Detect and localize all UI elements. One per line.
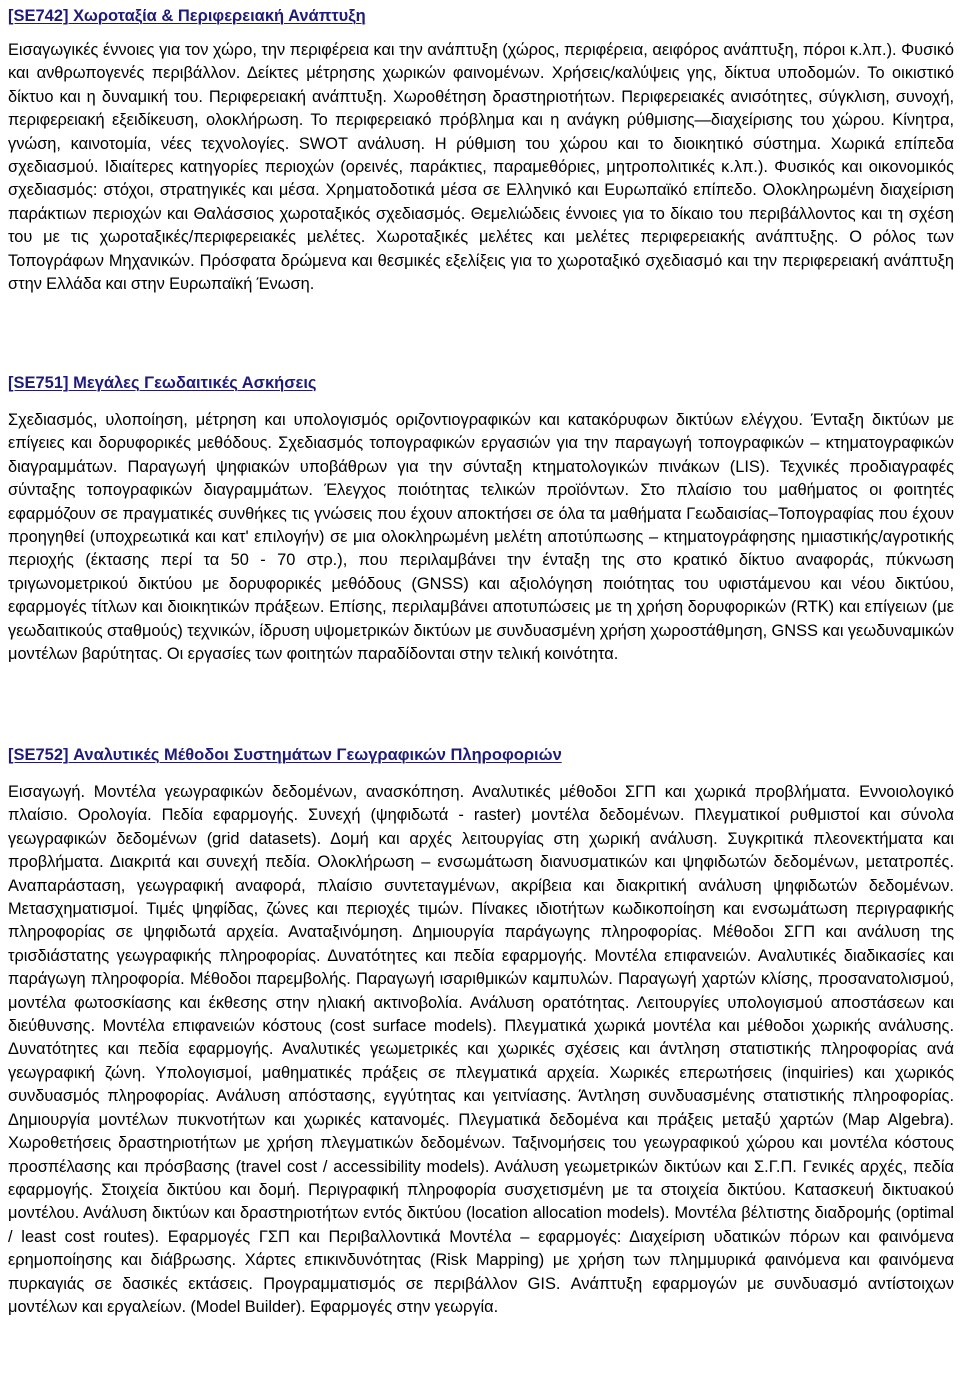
course-description: Σχεδιασμός, υλοποίηση, μέτρηση και υπολογισμός οριζοντιογραφικών και κατακόρυφων δικτύων ελέγχου. Ένταξη δικτύων με επίγειες και δορυφορικές μεθόδους. Σχεδιασμός τοπογραφικών εργασιών για την παραγωγή τοπογραφικών – κτηματογραφικών διαγραμμάτων. Παραγωγή ψηφιακών υποβάθρων για την σύνταξη κτηματολογικών πινάκων (LIS). Τεχνικές προδιαγραφές σύνταξης τοπογραφικών διαγραμμάτων. Έλεγχος ποιότητας τελικών προϊόντων. Στο πλαίσιο του μαθήματος οι φοιτητές εφαρμόζουν σε πραγματικές συνθήκες τις γνώσεις που έχουν αποκτήσει σε όλα τα μαθήματα Γεωδαισίας–Τοπογραφίας που έχουν προηγηθεί (υποχρεωτικά και κατ' επιλογήν) σε μια ολοκληρωμένη μελέτη αποτύπωσης – κτηματογράφησης ημιαστικής/αγροτικής περιοχής (έκτασης περί τα 50 - 70 στρ.), που περιλαμβάνει την ένταξη της στο κρατικό δίκτυο αναφοράς, πύκνωση τριγωνομετρικού δικτύου με δορυφορικές μεθόδους (GNSS) και αξιολόγηση ποιότητας του υφιστάμενου και νέου δικτύου, εφαρμογές τίτλων και διοικητικών πράξεων. Επίσης, περιλαμβάνει αποτυπώσεις με τη χρήση δορυφορικών (RTK) και επίγειων (με γεωδαιτικούς σταθμούς) τεχνικών, ίδρυση υψομετρικών δικτύων με συνδυασμένη χρήση χωροστάθμηση, GNSS και γεωδυναμικών μοντέλων βαρύτητας. Οι εργασίες των φοιτητών παραδίδονται στην τελική κοινότητα. — [8, 411, 954, 664]
course-description: Εισαγωγή. Μοντέλα γεωγραφικών δεδομένων, ανασκόπηση. Αναλυτικές μέθοδοι ΣΓΠ και χωρικά προβλήματα. Εννοιολογικό πλαίσιο. Ορολογία. Πεδία εφαρμογής. Συνεχή (ψηφιδωτά - raster) μοντέλα δεδομένων. Πλεγματικοί ρυθμιστοί και σύνολα γεωγραφικών δεδομένων (grid datasets). Δομή και αρχές λειτουργίας στη χωρική ανάλυση. Συγκριτικά πλεονεκτήματα και προβλήματα. Διακριτά και συνεχή πεδία. Ολοκλήρωση – ενσωμάτωση διανυσματικών και ψηφιδωτών δεδομένων, μετατροπές. Αναπαράσταση, γεωγραφική αναφορά, πλαίσιο συντεταγμένων, ακρίβεια και διακριτική ανάλυση ψηφιδωτών δεδομένων. Μετασχηματισμοί. Τιμές ψηφίδας, ζώνες και περιοχές τιμών. Πίνακες ιδιοτήτων κωδικοποίηση και ενσωμάτωση περιγραφικής πληροφορίας σε ψηφιδωτά αρχεία. Αναταξινόμηση. Δημιουργία παράγωγης πληροφορίας. Μέθοδοι ΣΓΠ και ανάλυση της τρισδιάστατης γεωγραφικής πληροφορίας. Δυνατότητες και πεδία εφαρμογής. Μοντέλα επιφανειών. Αναλυτικές διαδικασίες και παράγωγη πληροφορία. Μέθοδοι παρεμβολής. Παραγωγή ισαριθμικών καμπυλών. Παραγωγή χαρτών κλίσης, προσανατολισμού, μοντέλα φωτοσκίασης και έκθεσης στην ηλιακή ακτινοβολία. Ανάλυση ορατότητας. Λειτουργίες υπολογισμού αποστάσεων και διεύθυνσης. Μοντέλα επιφανειών κόστους (cost surface models). Πλεγματικά χωρικά μοντέλα και μέθοδοι χωρικής ανάλυσης. Δυνατότητες και πεδία εφαρμογής. Αναλυτικές γεωμετρικές και χωρικές σχέσεις και άντληση στατιστικής πληροφορίας ανά γεωγραφική ζώνη. Υπολογισμοί, μαθηματικές πράξεις σε πλεγματικά αρχεία. Χωρικές επερωτήσεις (inquiries) και χωρικός συνδυασμός πληροφορίας. Ανάλυση απόστασης, εγγύτητας και γειτνίασης. Άντληση συνδυασμένης στατιστικής πληροφορίας. Δημιουργία μοντέλων πυκνοτήτων και χωρικές κατανομές. Πλεγματικά δεδομένα και πράξεις μεταξύ χαρτών (Map Algebra). Χωροθετήσεις δραστηριοτήτων με χρήση πλεγματικών δεδομένων. Ταξινομήσεις του γεωγραφικού χώρου και μοντέλα κόστους προσπέλασης και πρόσβασης (travel cost / accessibility models). Ανάλυση γεωμετρικών δικτύων και Σ.Γ.Π. Γενικές αρχές, πεδία εφαρμογής. Στοιχεία δικτύου και δομή. Περιγραφική πληροφορία συσχετισμένη με τα στοιχεία δικτύου. Κατασκευή δικτυακού μοντέλου. Ανάλυση δικτύων και δραστηριοτήτων εντός δικτύου (location allocation models). Μοντέλα βέλτιστης διαδρομής (optimal / least cost routes). Εφαρμογές ΓΣΠ και Περιβαλλοντικά Μοντέλα – εφαρμογές: Διαχείριση υδατικών πόρων και φαινόμενα ερημοποίησης και διάβρωσης. Χάρτες επικινδυνότητας (Risk Mapping) με χρήση των πλημμυρικά φαινόμενα και φαινόμενα πυρκαγιάς σε δασικές εκτάσεις. Προγραμματισμός σε περιβάλλον GIS. Ανάπτυξη εφαρμογών με συνδυασμό αντίστοιχων μοντέλων και εργαλείων. (Model Builder). Εφαρμογές στην γεωργία. — [8, 783, 954, 1316]
course-section-se751 — [8, 371, 954, 666]
course-section-se752 — [8, 743, 954, 1319]
course-heading: [SE751] Μεγάλες Γεωδαιτικές Ασκήσεις — [8, 374, 317, 392]
course-section-se742 — [8, 4, 954, 296]
course-heading: [SE742] Χωροταξία & Περιφερειακή Ανάπτυξη — [8, 7, 366, 25]
course-heading: [SE752] Αναλυτικές Μέθοδοι Συστημάτων Γεωγραφικών Πληροφοριών — [8, 746, 562, 764]
course-description: Εισαγωγικές έννοιες για τον χώρο, την περιφέρεια και την ανάπτυξη (χώρος, περιφέρεια, αειφόρος ανάπτυξη, πόροι κ.λπ.). Φυσικό και ανθρωπογενές περιβάλλον. Δείκτες μέτρησης χωρικών φαινομένων. Χρήσεις/καλύψεις γης, δίκτυα υποδομών. Το οικιστικό δίκτυο και η δυναμική του. Περιφερειακή ανάπτυξη. Χωροθέτηση δραστηριοτήτων. Περιφερειακές ανισότητες, σύγκλιση, συνοχή, περιφερειακή εξειδίκευση, ολοκλήρωση. Το περιφερειακό πρόβλημα και η ανάγκη ρύθμισης―διαχείρισης του χώρου. Κίνητρα, γνώση, καινοτομία, νέες τεχνολογίες. SWOT ανάλυση. Η ρύθμιση του χώρου και το διοικητικό σύστημα. Χωρικά επίπεδα σχεδιασμού. Ιδιαίτερες κατηγορίες περιοχών (ορεινές, παράκτιες, παραμεθόριες, μητροπολιτικές κ.λπ.). Φυσικός και οικονομικός σχεδιασμός: στόχοι, στρατηγικές και μέσα. Χρηματοδοτικά μέσα σε Ελληνικό και Ευρωπαϊκό επίπεδο. Ολοκληρωμένη διαχείριση παράκτιων περιοχών και Θαλάσσιος χωροταξικός σχεδιασμός. Θεμελιώδεις έννοιες για το δίκαιο του περιβάλλοντος και τη σχέση του με τις χωροταξικές/περιφερειακές μελέτες. Χωροταξικές μελέτες και μελέτες περιφερειακής ανάπτυξης. Ο ρόλος των Τοπογράφων Μηχανικών. Πρόσφατα δρώμενα και θεσμικές εξελίξεις για το χωροταξικό σχεδιασμό και την περιφερειακή ανάπτυξη στην Ελλάδα και στην Ευρωπαϊκή Ένωση. — [8, 41, 954, 294]
